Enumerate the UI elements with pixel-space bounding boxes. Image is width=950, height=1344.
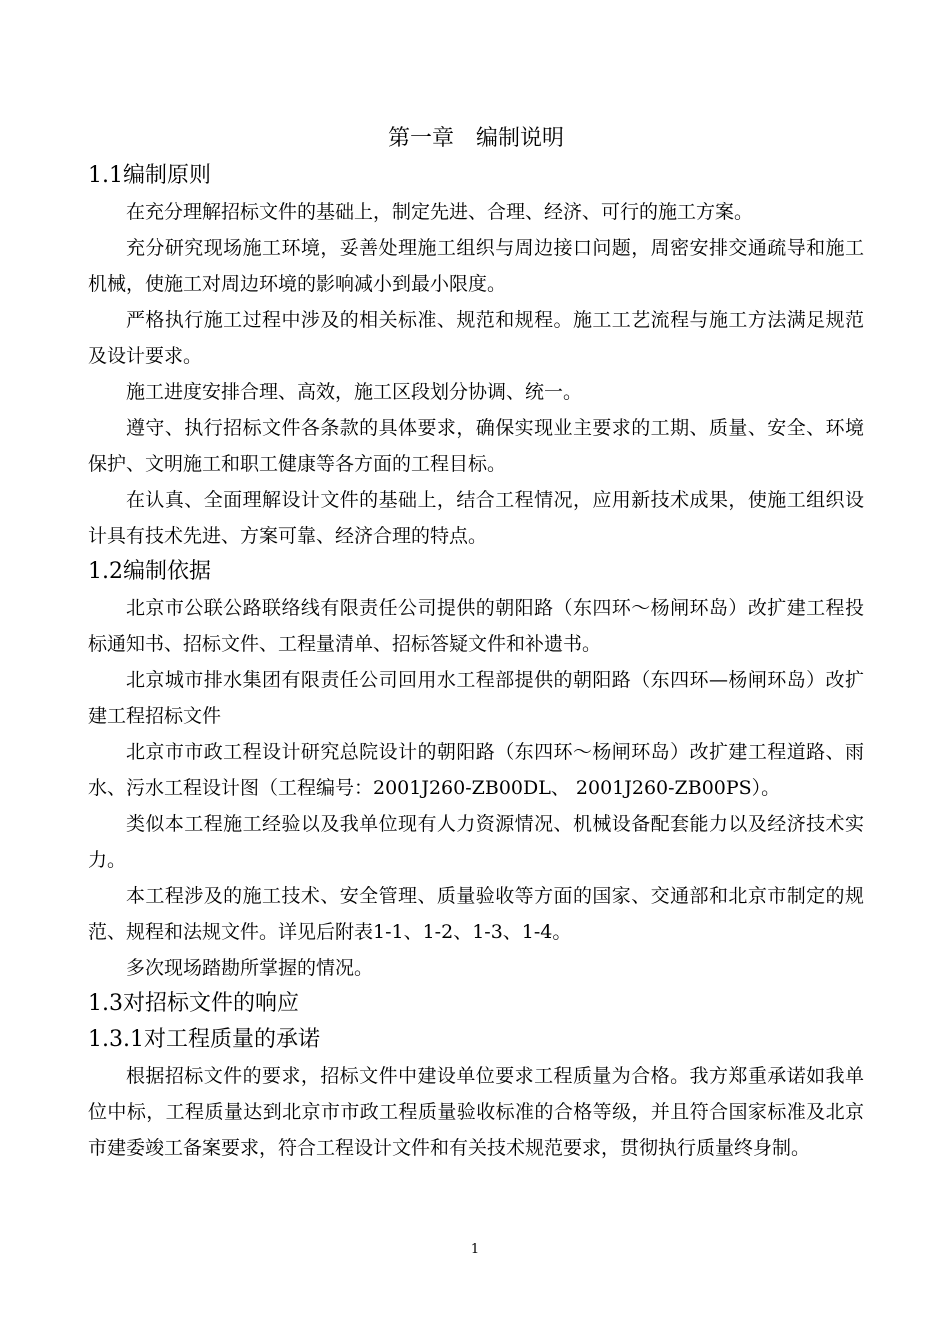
section-heading: 1.3对招标文件的响应 [88,991,299,1016]
paragraph: 北京市公联公路联络线有限责任公司提供的朝阳路（东四环～杨闸环岛）改扩建工程投标通知书、招标文件、工程量清单、招标答疑文件和补遗书。 [88,597,864,655]
section-1-3-1 [88,1022,864,1166]
paragraph: 充分研究现场施工环境，妥善处理施工组织与周边接口问题，周密安排交通疏导和施工机械，使施工对周边环境的影响减小到最小限度。 [88,237,864,295]
paragraph: 北京城市排水集团有限责任公司回用水工程部提供的朝阳路（东四环—杨闸环岛）改扩建工程招标文件 [88,669,864,727]
section-1-1 [88,158,864,554]
paragraph: 多次现场踏勘所掌握的情况。 [126,957,374,979]
paragraph: 严格执行施工过程中涉及的相关标准、规范和规程。施工工艺流程与施工方法满足规范及设计要求。 [88,309,864,367]
paragraph: 类似本工程施工经验以及我单位现有人力资源情况、机械设备配套能力以及经济技术实力。 [88,813,864,871]
paragraph: 遵守、执行招标文件各条款的具体要求，确保实现业主要求的工期、质量、安全、环境保护、文明施工和职工健康等各方面的工程目标。 [88,417,864,475]
paragraph: 北京市市政工程设计研究总院设计的朝阳路（东四环～杨闸环岛）改扩建工程道路、雨水、污水工程设计图（工程编号：2001J260-ZB00DL、 2001J260-ZB00PS）。 [88,741,864,799]
paragraph: 在充分理解招标文件的基础上，制定先进、合理、经济、可行的施工方案。 [126,201,754,223]
section-1-2 [88,554,864,986]
paragraph: 根据招标文件的要求，招标文件中建设单位要求工程质量为合格。我方郑重承诺如我单位中标，工程质量达到北京市市政工程质量验收标准的合格等级，并且符合国家标准及北京市建委竣工备案要求，符合工程设计文件和有关技术规范要求，贯彻执行质量终身制。 [88,1065,864,1159]
chapter-title: 第一章 编制说明 [387,126,564,151]
paragraph: 在认真、全面理解设计文件的基础上，结合工程情况，应用新技术成果，使施工组织设计具有技术先进、方案可靠、经济合理的特点。 [88,489,864,547]
section-heading: 1.2编制依据 [88,559,211,584]
paragraph: 施工进度安排合理、高效，施工区段划分协调、统一。 [126,381,583,403]
section-heading: 1.1编制原则 [88,163,211,188]
section-1-3 [88,986,864,1022]
paragraph: 本工程涉及的施工技术、安全管理、质量验收等方面的国家、交通部和北京市制定的规范、规程和法规文件。详见后附表1-1、1-2、1-3、1-4。 [88,885,864,943]
subsection-heading: 1.3.1对工程质量的承诺 [88,1027,320,1052]
document-body [88,122,864,1166]
page-number: 1 [470,1242,480,1257]
